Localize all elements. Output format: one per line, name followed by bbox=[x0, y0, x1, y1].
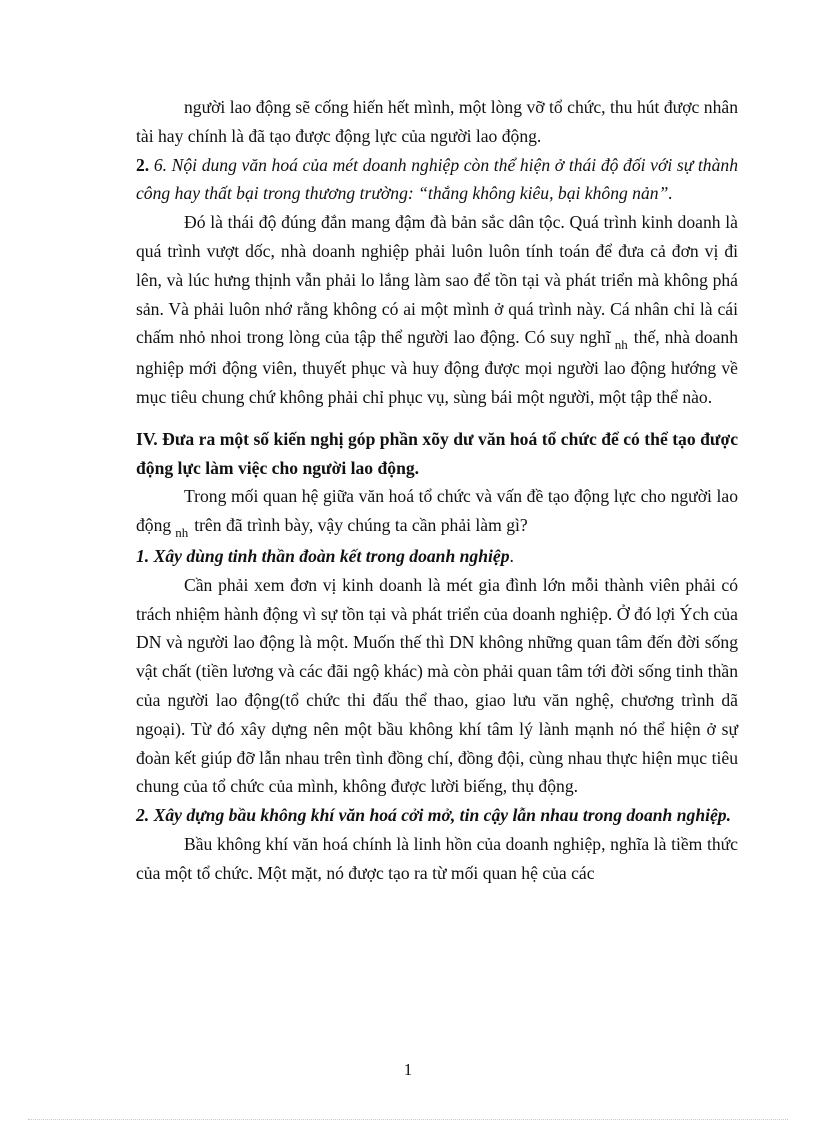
heading-1-period: . bbox=[509, 545, 514, 566]
heading-1 bbox=[136, 542, 738, 571]
document-body bbox=[136, 93, 738, 888]
paragraph-3-part-b: thế, nhà doanh nghiệp mới động viên, thuyết phục và huy động được mọi người lao động hướng về mục tiêu chung chứ không phải chỉ phục vụ, sùng bái một người, một tập thể nào. bbox=[136, 327, 739, 407]
paragraph-3-part-a: Đó là thái độ đúng đắn mang đậm đà bản sắc dân tộc. Quá trình kinh doanh là quá trình vượt dốc, nhà doanh nghiệp phải luôn luôn tính toán để đưa cả đơn vị đi lên, và lúc hưng thịnh vẫn phải lo lắng làm sao để tồn tại và phát triển mà không phá sản. Và phải luôn nhớ rằng không có ai một mình ở quá trình này. Cá nhân chỉ là cái chấm nhỏ nhoi trong lòng của tập thể người lao động. Có suy nghĩ bbox=[136, 212, 738, 348]
paragraph-5: Cần phải xem đơn vị kinh doanh là mét gia đình lớn mỗi thành viên phải có trách nhiệm hành động vì sự tồn tại và phát triển của doanh nghiệp. Ở đó lợi Ých của DN và người lao động là một. Muốn thế thì DN không những quan tâm đến đời sống vật chất (tiền lương và các đãi ngộ khác) mà còn phải quan tâm tới đời sống tinh thần của người lao động(tổ chức thi đấu thể thao, giao lưu văn nghệ, chương trình dã ngoại). Từ đó xây dựng nên một bầu không khí tâm lý lành mạnh nó thể hiện ở sự đoàn kết giúp đỡ lẫn nhau trên tình đồng chí, đồng đội, cùng nhau thực hiện mục tiêu chung của tổ chức của mình, không được lười biếng, thụ động. bbox=[136, 574, 738, 797]
page-bottom-divider bbox=[28, 1119, 788, 1120]
paragraph-1: người lao động sẽ cống hiến hết mình, một lòng vỡ tổ chức, thu hút được nhân tài hay chính là đã tạo được động lực của người lao động. bbox=[136, 97, 738, 146]
section-2-6-text: 6. Nội dung văn hoá của mét doanh nghiệp còn thể hiện ở thái độ đối với sự thành công hay thất bại trong thương trường: “thắng không kiêu, bại không nản”. bbox=[136, 154, 738, 204]
paragraph-4-part-a: Trong mối quan hệ giữa văn hoá tổ chức và vấn đề tạo động lực cho người lao động bbox=[136, 486, 738, 536]
heading-2: 2. Xây dựng bầu không khí văn hoá cởi mở, tin cậy lẫn nhau trong doanh nghiệp. bbox=[136, 805, 732, 826]
heading-iv: IV. Đưa ra một số kiến nghị góp phần xõy dư văn hoá tổ chức để có thể tạo được động lực làm việc cho người lao động. bbox=[136, 428, 738, 478]
paragraph-4-part-b: trên đã trình bày, vậy chúng ta cần phải làm gì? bbox=[194, 515, 528, 536]
subscript-nh: nh bbox=[175, 525, 189, 541]
paragraph-3 bbox=[136, 208, 738, 412]
paragraph-6: Bầu không khí văn hoá chính là linh hồn của doanh nghiệp, nghĩa là tiềm thức của một tổ chức. Một mặt, nó được tạo ra từ mối quan hệ của các bbox=[136, 833, 738, 883]
section-2-6-paragraph bbox=[136, 151, 738, 209]
section-number: 2. bbox=[136, 154, 150, 175]
paragraph-4 bbox=[136, 482, 738, 542]
spacer bbox=[136, 412, 738, 425]
page-number: 1 bbox=[403, 1060, 413, 1079]
subscript-nh: nh bbox=[614, 337, 628, 353]
heading-1-text: 1. Xây dùng tinh thần đoàn kết trong doanh nghiệp bbox=[136, 545, 510, 566]
